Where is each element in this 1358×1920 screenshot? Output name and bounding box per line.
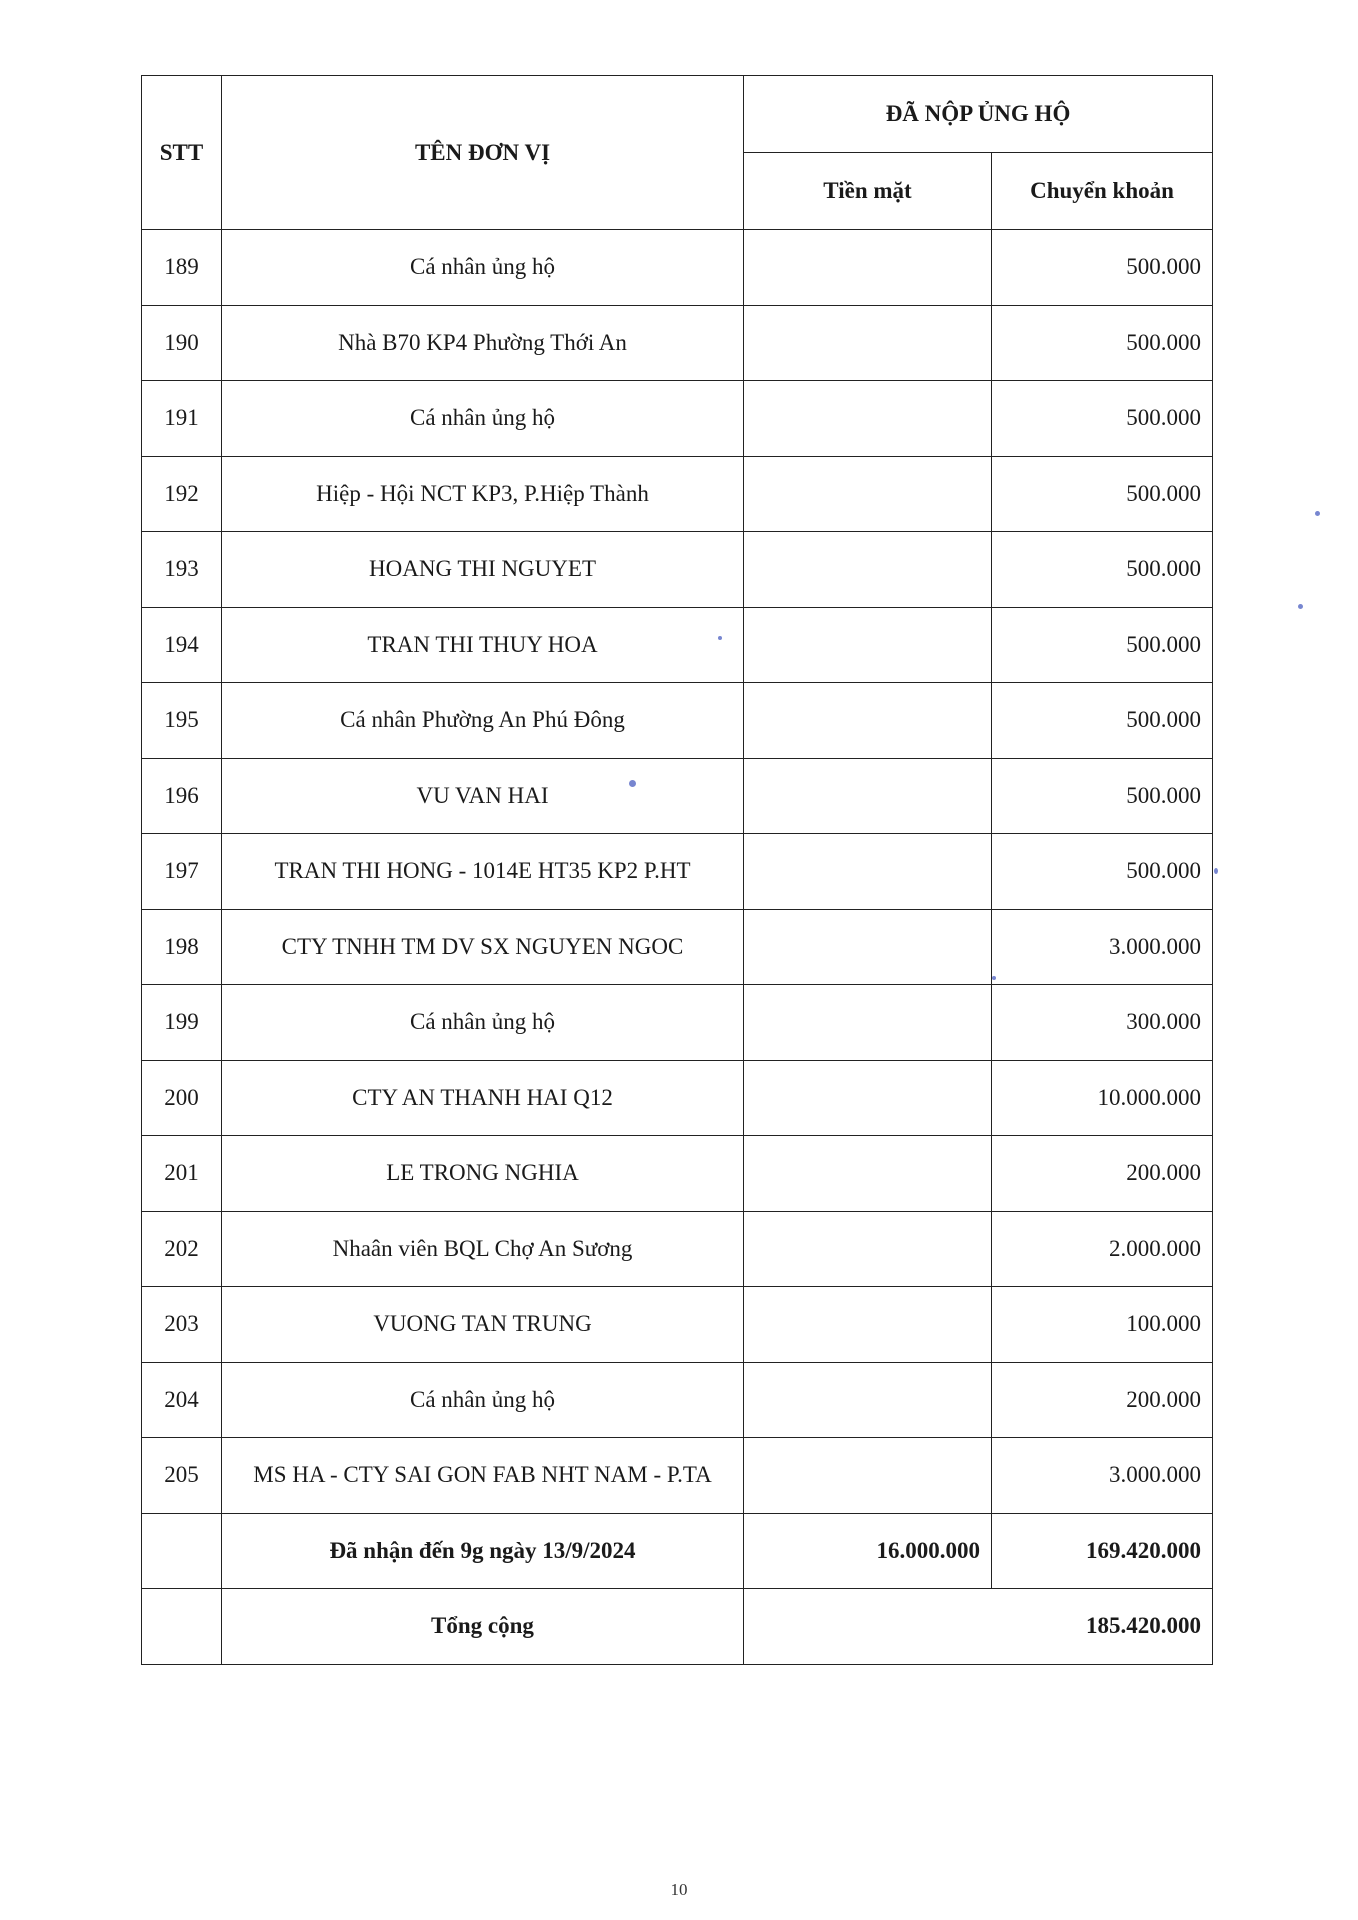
- row-cash: [744, 230, 992, 306]
- row-stt: 201: [142, 1136, 222, 1212]
- received-cash: 16.000.000: [744, 1513, 992, 1589]
- row-cash: [744, 683, 992, 759]
- table-row: [142, 683, 1213, 759]
- table-row: [142, 456, 1213, 532]
- scan-speck: [718, 636, 722, 640]
- header-cash: Tiền mặt: [744, 153, 992, 230]
- table-row: [142, 909, 1213, 985]
- row-unit-name: LE TRONG NGHIA: [222, 1136, 744, 1212]
- row-transfer: 500.000: [992, 305, 1213, 381]
- row-unit-name: Nhaân viên BQL Chợ An Sương: [222, 1211, 744, 1287]
- table-row: [142, 381, 1213, 457]
- row-transfer: 300.000: [992, 985, 1213, 1061]
- row-unit-name: Cá nhân ủng hộ: [222, 381, 744, 457]
- row-cash: [744, 607, 992, 683]
- row-unit-name: CTY TNHH TM DV SX NGUYEN NGOC: [222, 909, 744, 985]
- row-unit-name: Hiệp - Hội NCT KP3, P.Hiệp Thành: [222, 456, 744, 532]
- received-stt-cell: [142, 1513, 222, 1589]
- row-cash: [744, 909, 992, 985]
- row-transfer: 200.000: [992, 1136, 1213, 1212]
- row-cash: [744, 1211, 992, 1287]
- row-unit-name: Cá nhân ủng hộ: [222, 985, 744, 1061]
- page-number: 10: [670, 1880, 688, 1899]
- table-row: [142, 1362, 1213, 1438]
- scan-speck: [1315, 511, 1320, 516]
- row-stt: 191: [142, 381, 222, 457]
- row-cash: [744, 1287, 992, 1363]
- row-cash: [744, 1136, 992, 1212]
- header-stt: STT: [142, 76, 222, 230]
- received-transfer: 169.420.000: [992, 1513, 1213, 1589]
- row-unit-name: Cá nhân ủng hộ: [222, 230, 744, 306]
- row-unit-name: CTY AN THANH HAI Q12: [222, 1060, 744, 1136]
- received-label: Đã nhận đến 9g ngày 13/9/2024: [222, 1513, 744, 1589]
- row-stt: 192: [142, 456, 222, 532]
- row-unit-name: HOANG THI NGUYET: [222, 532, 744, 608]
- row-stt: 194: [142, 607, 222, 683]
- table-row: [142, 985, 1213, 1061]
- row-cash: [744, 1438, 992, 1514]
- table-footer: [142, 1513, 1213, 1664]
- scan-speck: [992, 976, 996, 980]
- total-label: Tổng cộng: [222, 1589, 744, 1665]
- row-cash: [744, 834, 992, 910]
- table-row: [142, 1211, 1213, 1287]
- total-value: 185.420.000: [744, 1589, 1213, 1665]
- row-cash: [744, 532, 992, 608]
- row-transfer: 500.000: [992, 607, 1213, 683]
- row-transfer: 500.000: [992, 758, 1213, 834]
- row-unit-name: VU VAN HAI: [222, 758, 744, 834]
- row-transfer: 500.000: [992, 230, 1213, 306]
- row-stt: 199: [142, 985, 222, 1061]
- row-unit-name: Cá nhân Phường An Phú Đông: [222, 683, 744, 759]
- row-transfer: 3.000.000: [992, 909, 1213, 985]
- row-stt: 204: [142, 1362, 222, 1438]
- total-row: [142, 1589, 1213, 1665]
- row-transfer: 100.000: [992, 1287, 1213, 1363]
- row-unit-name: VUONG TAN TRUNG: [222, 1287, 744, 1363]
- row-stt: 203: [142, 1287, 222, 1363]
- table-row: [142, 532, 1213, 608]
- row-transfer: 200.000: [992, 1362, 1213, 1438]
- received-row: [142, 1513, 1213, 1589]
- row-stt: 193: [142, 532, 222, 608]
- table-row: [142, 1438, 1213, 1514]
- table-row: [142, 834, 1213, 910]
- row-cash: [744, 456, 992, 532]
- table-body: [142, 230, 1213, 1514]
- row-unit-name: MS HA - CTY SAI GON FAB NHT NAM - P.TA: [222, 1438, 744, 1514]
- scan-speck: [1298, 604, 1303, 609]
- table-row: [142, 1060, 1213, 1136]
- header-transfer: Chuyển khoản: [992, 153, 1213, 230]
- row-stt: 198: [142, 909, 222, 985]
- row-transfer: 500.000: [992, 381, 1213, 457]
- row-cash: [744, 305, 992, 381]
- row-cash: [744, 985, 992, 1061]
- header-donated-group: ĐÃ NỘP ỦNG HỘ: [744, 76, 1213, 153]
- scan-speck: [1214, 868, 1218, 874]
- row-transfer: 10.000.000: [992, 1060, 1213, 1136]
- row-unit-name: Cá nhân ủng hộ: [222, 1362, 744, 1438]
- row-stt: 190: [142, 305, 222, 381]
- row-unit-name: TRAN THI HONG - 1014E HT35 KP2 P.HT: [222, 834, 744, 910]
- table-row: [142, 305, 1213, 381]
- total-stt-cell: [142, 1589, 222, 1665]
- row-cash: [744, 1362, 992, 1438]
- row-unit-name: Nhà B70 KP4 Phường Thới An: [222, 305, 744, 381]
- row-transfer: 500.000: [992, 456, 1213, 532]
- row-stt: 205: [142, 1438, 222, 1514]
- row-unit-name: TRAN THI THUY HOA: [222, 607, 744, 683]
- table-row: [142, 758, 1213, 834]
- row-cash: [744, 758, 992, 834]
- scan-speck: [629, 780, 636, 787]
- row-stt: 189: [142, 230, 222, 306]
- row-transfer: 2.000.000: [992, 1211, 1213, 1287]
- row-transfer: 500.000: [992, 532, 1213, 608]
- donation-table: [141, 75, 1213, 1665]
- table-header: [142, 76, 1213, 230]
- table-row: [142, 1136, 1213, 1212]
- row-stt: 195: [142, 683, 222, 759]
- row-cash: [744, 1060, 992, 1136]
- row-stt: 196: [142, 758, 222, 834]
- row-transfer: 3.000.000: [992, 1438, 1213, 1514]
- row-stt: 200: [142, 1060, 222, 1136]
- table-row: [142, 230, 1213, 306]
- table-row: [142, 607, 1213, 683]
- row-stt: 197: [142, 834, 222, 910]
- header-unit-name: TÊN ĐƠN VỊ: [222, 76, 744, 230]
- table-row: [142, 1287, 1213, 1363]
- row-transfer: 500.000: [992, 683, 1213, 759]
- row-cash: [744, 381, 992, 457]
- row-transfer: 500.000: [992, 834, 1213, 910]
- row-stt: 202: [142, 1211, 222, 1287]
